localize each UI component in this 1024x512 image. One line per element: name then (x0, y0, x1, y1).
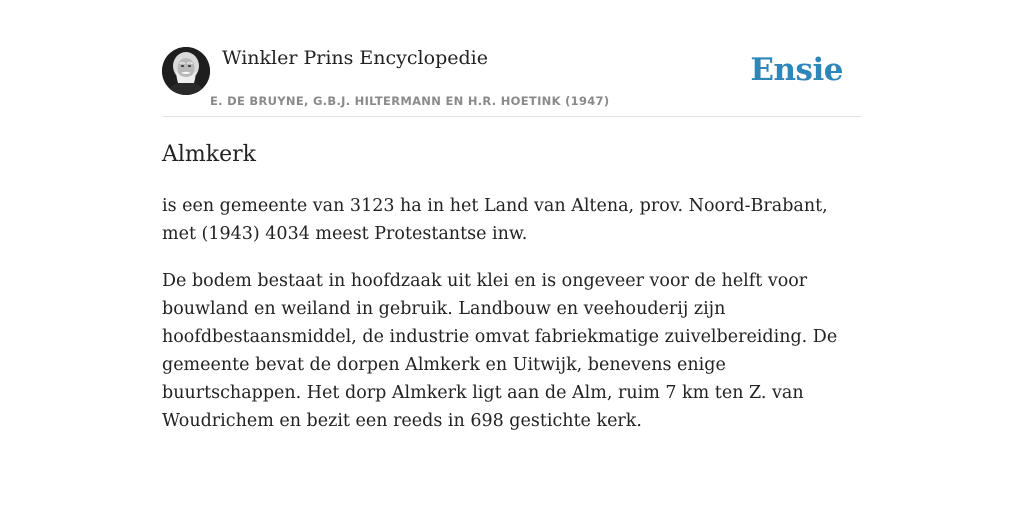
author-portrait-icon (162, 47, 210, 95)
site-title[interactable]: Winkler Prins Encyclopedie (222, 47, 488, 69)
authors-line: E. DE BRUYNE, G.B.J. HILTERMANN EN H.R. HOETINK (1947) (210, 94, 610, 108)
article-paragraph: De bodem bestaat in hoofdzaak uit klei en is ongeveer voor de helft voor bouwland en weiland in gebruik. Landbouw en veehouderij zijn hoofdbestaansmiddel, de industrie omvat fabriekmatige zuivelbereiding. De gemeente bevat de dorpen Almkerk en Uitwijk, benevens enige buurtschappen. Het dorp Almkerk ligt aan de Alm, ruim 7 km ten Z. van Woudrichem en bezit een reeds in 698 gestichte kerk. (162, 271, 838, 431)
article-paragraph: is een gemeente van 3123 ha in het Land van Altena, prov. Noord-Brabant, met (1943) 4034 meest Protestantse inw. (162, 196, 828, 244)
header (162, 46, 862, 117)
article-title: Almkerk (162, 142, 256, 167)
ensie-logo-link[interactable]: Ensie (750, 52, 843, 88)
article (162, 140, 862, 435)
